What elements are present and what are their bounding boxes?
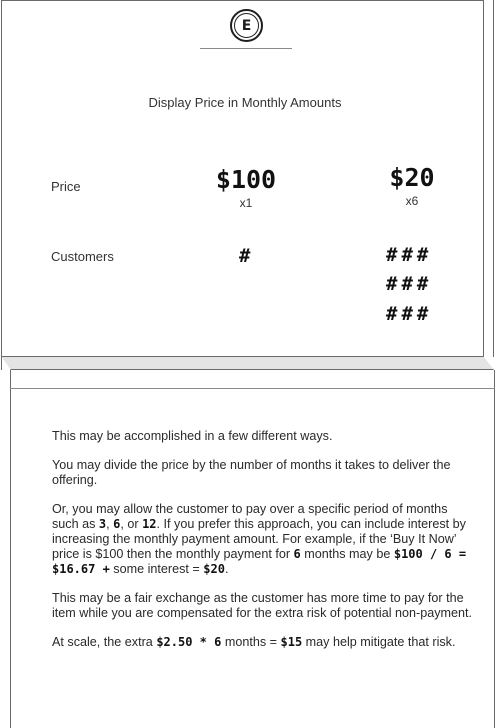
text: months may be bbox=[300, 547, 394, 561]
monthly-calculation: $100 / 6 = $16.67 + bbox=[52, 547, 467, 576]
paragraph-intro: This may be accomplished in a few different ways. bbox=[52, 429, 333, 443]
text: Or, you may allow the customer to pay over a specific period of months such as bbox=[52, 502, 448, 531]
months-count: 6 bbox=[293, 547, 301, 561]
customer-grid-row: ### bbox=[386, 273, 433, 295]
customer-grid-row: ### bbox=[386, 303, 433, 325]
interest-result: $15 bbox=[280, 635, 303, 649]
logo-letter: E bbox=[234, 13, 259, 38]
monthly-price-multiplier: x6 bbox=[405, 194, 419, 208]
full-price-multiplier: x1 bbox=[239, 196, 253, 210]
bottom-card-divider bbox=[10, 388, 495, 389]
text: . bbox=[224, 562, 229, 576]
fold-shelf bbox=[1, 356, 494, 370]
paragraph-installments bbox=[52, 502, 472, 577]
text: , or bbox=[120, 517, 143, 531]
months-option: 3 bbox=[98, 517, 107, 531]
text: At scale, the extra bbox=[52, 635, 157, 649]
text: . If you prefer this approach, you can include interest by increasing the monthly payment amount. For example, if the ‘Buy It Now’ price is $100 then the monthly payment for bbox=[52, 517, 466, 561]
page-title: Display Price in Monthly Amounts bbox=[148, 95, 342, 110]
monthly-result: $20 bbox=[203, 562, 225, 576]
paragraph-at-scale bbox=[52, 635, 472, 650]
text: , bbox=[106, 517, 114, 531]
text: may help mitigate that risk. bbox=[302, 635, 456, 649]
fold-shelf-edge bbox=[1, 356, 2, 370]
top-card-edge bbox=[484, 0, 494, 357]
paragraph-divide: You may divide the price by the number of months it takes to deliver the offering. bbox=[52, 458, 451, 487]
text: some interest = bbox=[109, 562, 204, 576]
customer-grid-row: ### bbox=[386, 244, 433, 266]
text: months = bbox=[221, 635, 281, 649]
months-option: 12 bbox=[142, 517, 157, 531]
paragraph-fair-exchange: This may be a fair exchange as the customer has more time to pay for the item while you are compensated for the extra risk of potential non-payment. bbox=[52, 591, 473, 620]
customers-label: Customers bbox=[51, 249, 114, 264]
price-label: Price bbox=[51, 179, 81, 194]
interest-calculation: $2.50 * 6 bbox=[156, 635, 222, 649]
full-price: $100 bbox=[215, 165, 277, 194]
single-customer-icon: # bbox=[239, 245, 255, 267]
logo-divider bbox=[200, 48, 292, 49]
explanation-text bbox=[52, 429, 472, 664]
logo-icon bbox=[230, 9, 263, 42]
monthly-price: $20 bbox=[389, 163, 435, 192]
months-option: 6 bbox=[113, 517, 121, 531]
